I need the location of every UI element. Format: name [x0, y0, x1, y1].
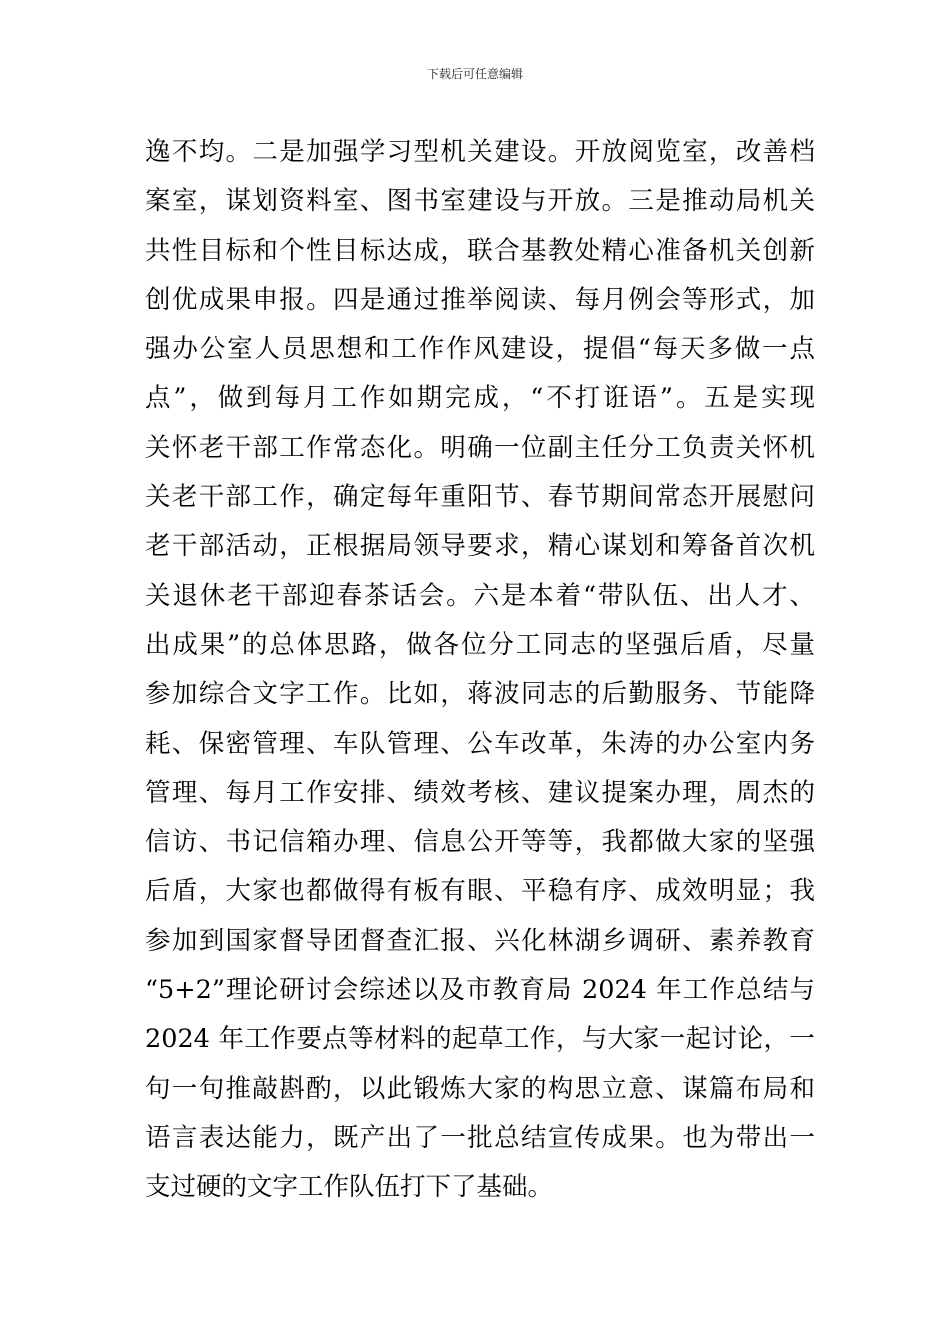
text-line: “5+2”理论研讨会综述以及市教育局 2024 年工作总结与: [145, 975, 815, 1006]
text-line: 逸不均。二是加强学习型机关建设。开放阅览室，改善档: [145, 137, 815, 167]
text-line: 耗、保密管理、车队管理、公车改革，朱涛的办公室内务: [145, 728, 815, 759]
text-line: 管理、每月工作安排、绩效考核、建议提案办理，周杰的: [145, 777, 815, 808]
text-line: 语言表达能力，既产出了一批总结宣传成果。也为带出一: [145, 1122, 815, 1153]
text-line: 关退休老干部迎春茶话会。六是本着“带队伍、出人才、: [145, 580, 815, 611]
text-line: 信访、书记信箱办理、信息公开等等，我都做大家的坚强: [145, 827, 815, 858]
text-line: 句一句推敲斟酌，以此锻炼大家的构思立意、谋篇布局和: [145, 1073, 815, 1104]
text-line: 参加到国家督导团督查汇报、兴化林湖乡调研、素养教育: [145, 925, 815, 956]
text-line: 点”，做到每月工作如期完成，“不打诳语”。五是实现: [145, 383, 815, 414]
text-line: 2024 年工作要点等材料的起草工作，与大家一起讨论，一: [145, 1024, 815, 1055]
text-line: 出成果”的总体思路，做各位分工同志的坚强后盾，尽量: [145, 629, 815, 660]
text-line: 支过硬的文字工作队伍打下了基础。: [145, 1172, 554, 1203]
text-line: 共性目标和个性目标达成，联合基教处精心准备机关创新: [145, 235, 815, 266]
document-body: [145, 128, 815, 1213]
page-header: 下载后可任意编辑: [426, 67, 523, 81]
text-line: 参加综合文字工作。比如，蒋波同志的后勤服务、节能降: [145, 679, 815, 710]
text-line: 关怀老干部工作常态化。明确一位副主任分工负责关怀机: [145, 432, 815, 463]
text-line: 强办公室人员思想和工作作风建设，提倡“每天多做一点: [145, 334, 815, 365]
text-line: 后盾，大家也都做得有板有眼、平稳有序、成效明显；我: [145, 876, 815, 907]
text-line: 案室，谋划资料室、图书室建设与开放。三是推动局机关: [145, 186, 815, 217]
text-line: 关老干部工作，确定每年重阳节、春节期间常态开展慰问: [145, 482, 815, 513]
text-line: 老干部活动，正根据局领导要求，精心谋划和筹备首次机: [145, 531, 815, 562]
text-line: 创优成果申报。四是通过推举阅读、每月例会等形式，加: [145, 284, 815, 315]
